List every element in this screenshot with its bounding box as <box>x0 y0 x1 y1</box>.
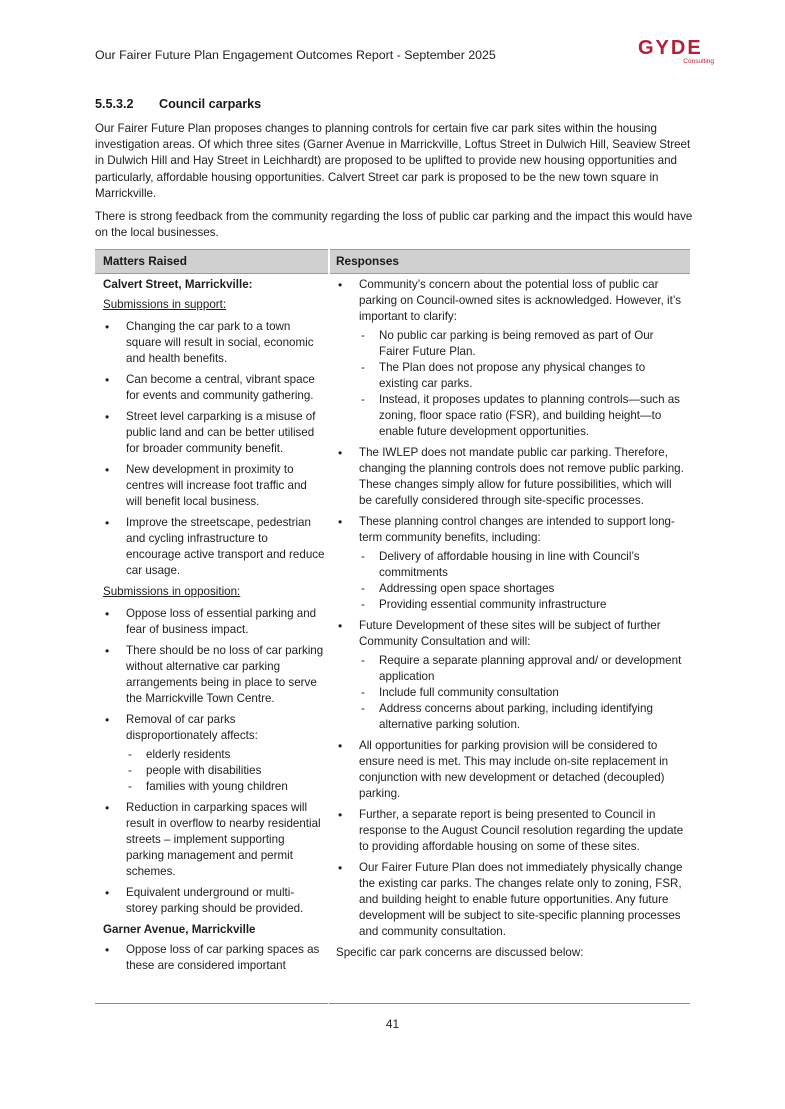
list-item: - Address concerns about parking, including identifying alternative parking solution. <box>359 701 686 733</box>
support-list <box>103 319 325 579</box>
garner-avenue-heading: Garner Avenue, Marrickville <box>103 923 256 936</box>
list-item: • Oppose loss of essential parking and fear of business impact. <box>103 606 325 638</box>
list-item: • The IWLEP does not mandate public car parking. Therefore, changing the planning controls does not remove public parking. These changes simply allow for future possibilities, which will be carefully considered through site-specific processes. <box>336 445 686 509</box>
list-item: • Can become a central, vibrant space for events and community gathering. <box>103 372 325 404</box>
list-item: • Further, a separate report is being presented to Council in response to the August Council resolution regarding the update to providing affordable housing on some of these sites. <box>336 807 686 855</box>
list-item: • Improve the streetscape, pedestrian and cycling infrastructure to encourage active transport and reduce car usage. <box>103 515 325 579</box>
list-item: • Equivalent underground or multi-storey parking should be provided. <box>103 885 325 917</box>
intro-paragraph-2: There is strong feedback from the community regarding the loss of public car parking and the impact this would have on the local businesses. <box>95 210 693 240</box>
list-item: - elderly residents <box>126 747 325 763</box>
responses-list <box>336 277 686 940</box>
list-item: • Reduction in carparking spaces will result in overflow to nearby residential streets – implement supporting parking management and permit schemes. <box>103 800 325 880</box>
list-item: - Include full community consultation <box>359 685 686 701</box>
table-header-row <box>95 249 690 274</box>
clarification-list <box>359 328 686 440</box>
opposition-label: Submissions in opposition: <box>103 585 241 598</box>
section-title: Council carparks <box>159 97 262 111</box>
list-item: - Providing essential community infrastructure <box>359 597 686 613</box>
list-item: • Our Fairer Future Plan does not immediately physically change the existing car parks. The changes relate only to zoning, FSR, and building height to enable future opportunities. Any future development will be subject to site-specific planning processes and community consultation. <box>336 860 686 940</box>
list-item: - Instead, it proposes updates to planning controls—such as zoning, floor space ratio (FSR), and building height—to enable future development opportunities. <box>359 392 686 440</box>
list-item-text: Community’s concern about the potential loss of public car parking on Council-owned sites is acknowledged. However, it’s important to clarify: <box>359 278 682 323</box>
list-item: • New development in proximity to centres will increase foot traffic and will benefit local business. <box>103 462 325 510</box>
consultation-list <box>359 653 686 733</box>
intro-paragraph-1: Our Fairer Future Plan proposes changes to planning controls for certain five car park sites within the housing investigation areas. Of which three sites (Garner Avenue in Marrickville, Loftus Street in Dulwich Hill, Seaview Street in Dulwich Hill and Hay Street in Leichhardt) are proposed to be uplifted to provide new housing opportunities and particularly, affordable housing opportunities. Calvert Street car park is proposed to be the new town square in Marrickville. <box>95 122 691 200</box>
responses-column <box>336 277 686 961</box>
gyde-logo <box>638 38 726 68</box>
list-item: - families with young children <box>126 779 325 795</box>
list-item: - The Plan does not propose any physical changes to existing car parks. <box>359 360 686 392</box>
header-responses: Responses <box>336 254 399 268</box>
list-item: - people with disabilities <box>126 763 325 779</box>
page-number: 41 <box>385 1017 400 1031</box>
section-number: 5.5.3.2 <box>95 97 134 111</box>
list-item: - Delivery of affordable housing in line with Council’s commitments <box>359 549 686 581</box>
list-item: - No public car parking is being removed as part of Our Fairer Future Plan. <box>359 328 686 360</box>
list-item <box>103 712 325 795</box>
list-item: • There should be no loss of car parking without alternative car parking arrangements being in place to serve the Marrickville Town Centre. <box>103 643 325 707</box>
list-item: • Oppose loss of car parking spaces as these are considered important <box>103 942 325 974</box>
list-item <box>336 277 686 440</box>
list-item-text: These planning control changes are intended to support long-term community benefits, including: <box>359 515 675 544</box>
section-heading <box>95 96 261 112</box>
list-item: • All opportunities for parking provision will be considered to ensure need is met. This may include on-site replacement in conjunction with new development or detached (decoupled) parking. <box>336 738 686 802</box>
specific-concerns-note: Specific car park concerns are discussed below: <box>336 946 584 959</box>
affected-groups-list <box>126 747 325 795</box>
header-column-divider <box>328 249 330 274</box>
garner-list <box>103 942 325 974</box>
support-label: Submissions in support: <box>103 298 227 311</box>
list-item: • Changing the car park to a town square will result in social, economic and health benefits. <box>103 319 325 367</box>
list-item: • Street level carparking is a misuse of public land and can be better utilised for broader community benefit. <box>103 409 325 457</box>
list-item: - Addressing open space shortages <box>359 581 686 597</box>
column-divider <box>328 249 329 1004</box>
matters-raised-column <box>103 277 325 979</box>
list-item-text: Removal of car parks disproportionately affects: <box>126 713 258 742</box>
header-matters-raised: Matters Raised <box>103 254 187 268</box>
report-header-title: Our Fairer Future Plan Engagement Outcomes Report - September 2025 <box>95 48 496 62</box>
list-item-text: Future Development of these sites will be subject of further Community Consultation and will: <box>359 619 661 648</box>
benefits-list <box>359 549 686 613</box>
list-item <box>336 618 686 733</box>
logo-wordmark: GYDE <box>638 37 703 59</box>
matters-responses-table <box>95 249 690 1004</box>
list-item: - Require a separate planning approval and/ or development application <box>359 653 686 685</box>
opposition-list <box>103 606 325 917</box>
calvert-street-heading: Calvert Street, Marrickville: <box>103 278 253 291</box>
logo-subtitle: Consulting <box>683 58 714 65</box>
list-item <box>336 514 686 613</box>
